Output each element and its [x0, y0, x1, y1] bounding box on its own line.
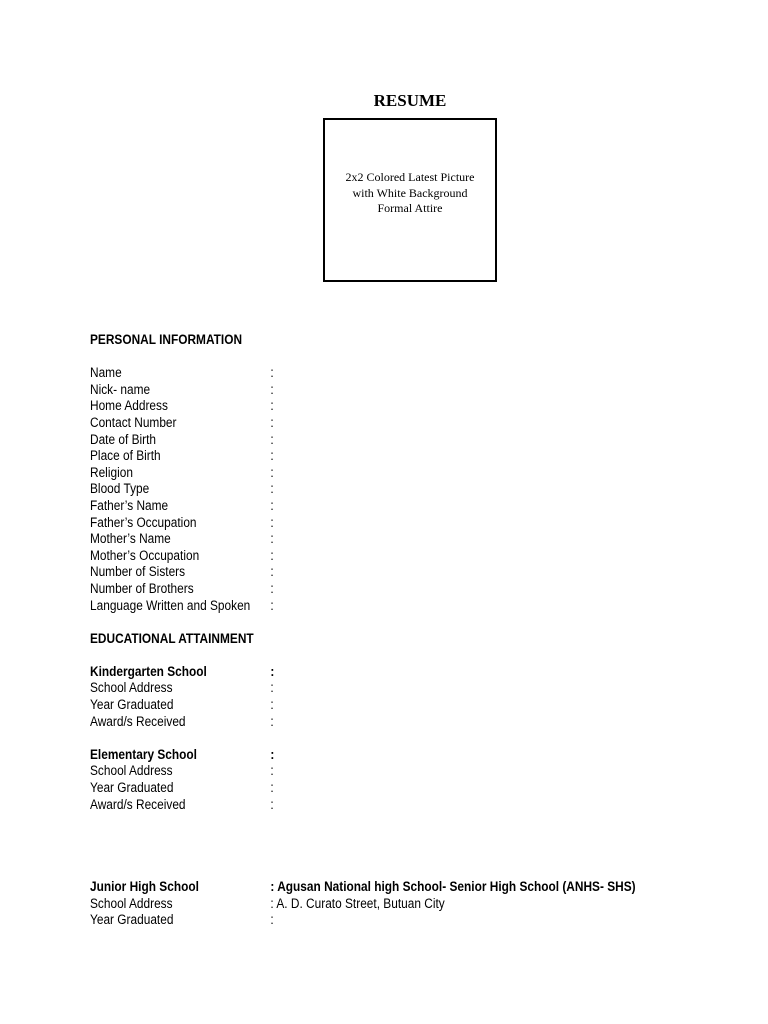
field-row	[90, 365, 653, 382]
field-label: Language Written and Spoken	[90, 597, 251, 613]
field-value: :	[270, 497, 274, 513]
field-label: Home Address	[90, 398, 168, 414]
field-label: Father’s Occupation	[90, 514, 197, 530]
educational-attainment-heading: EDUCATIONAL ATTAINMENT	[90, 630, 254, 646]
field-label: Place of Birth	[90, 448, 161, 464]
field-label: Number of Brothers	[90, 580, 194, 596]
field-row	[90, 481, 653, 498]
elementary-section	[90, 747, 653, 813]
field-row	[90, 598, 653, 615]
photo-line: with White Background	[352, 185, 468, 200]
field-row	[90, 747, 653, 764]
field-value: :	[270, 697, 274, 713]
field-row	[90, 797, 653, 814]
field-row	[90, 763, 653, 780]
field-label: Mother’s Occupation	[90, 547, 200, 563]
field-value: :	[270, 414, 274, 430]
personal-fields	[90, 365, 653, 614]
field-label: Religion	[90, 464, 133, 480]
field-value: :	[270, 580, 274, 596]
field-row	[90, 780, 653, 797]
field-row	[90, 714, 653, 731]
field-value: :	[270, 780, 274, 796]
field-row	[90, 664, 653, 681]
field-label: Award/s Received	[90, 796, 186, 812]
field-row	[90, 912, 653, 929]
field-row	[90, 465, 653, 482]
field-label: Contact Number	[90, 414, 177, 430]
photo-placeholder-box	[323, 118, 497, 282]
field-row	[90, 896, 653, 913]
field-value: : A. D. Curato Street, Butuan City	[270, 895, 445, 911]
field-row	[90, 697, 653, 714]
field-label: Name	[90, 365, 122, 381]
field-label: Year Graduated	[90, 780, 174, 796]
field-value: :	[270, 464, 274, 480]
personal-information-heading: PERSONAL INFORMATION	[90, 332, 243, 347]
field-label: School Address	[90, 680, 173, 696]
field-value: :	[270, 448, 274, 464]
field-value: :	[270, 713, 274, 729]
field-value: :	[270, 547, 274, 563]
photo-line: 2x2 Colored Latest Picture	[345, 170, 475, 184]
field-label: School Address	[90, 895, 173, 911]
field-value: :	[270, 398, 274, 414]
field-value: :	[270, 796, 274, 812]
field-value: :	[270, 746, 275, 762]
field-label: Year Graduated	[90, 697, 174, 713]
photo-line: Formal Attire	[377, 201, 443, 215]
junior-high-section	[90, 879, 653, 929]
kindergarten-section	[90, 664, 653, 730]
field-label: Number of Sisters	[90, 564, 186, 580]
field-row	[90, 432, 653, 449]
field-row	[90, 564, 653, 581]
field-row	[90, 581, 653, 598]
field-label: Junior High School	[90, 879, 199, 895]
field-label: Father’s Name	[90, 497, 169, 513]
field-row	[90, 515, 653, 532]
resume-body	[90, 332, 653, 929]
field-value: :	[270, 514, 274, 530]
photo-placeholder-text	[325, 170, 495, 217]
field-row	[90, 382, 653, 399]
field-row	[90, 879, 653, 896]
field-value: :	[270, 381, 274, 397]
field-label: Blood Type	[90, 481, 150, 497]
field-row	[90, 415, 653, 432]
field-value: :	[270, 564, 274, 580]
field-value: :	[270, 431, 274, 447]
field-row	[90, 398, 653, 415]
field-row	[90, 548, 653, 565]
field-row	[90, 448, 653, 465]
field-row	[90, 498, 653, 515]
field-value: :	[270, 763, 274, 779]
field-value: :	[270, 663, 275, 679]
field-label: Kindergarten School	[90, 663, 207, 679]
field-label: Nick- name	[90, 381, 151, 397]
field-value: : Agusan National high School- Senior High School (ANHS- SHS)	[270, 879, 636, 895]
field-value: :	[270, 481, 274, 497]
field-row	[90, 680, 653, 697]
field-value: :	[270, 531, 274, 547]
field-label: Date of Birth	[90, 431, 157, 447]
field-label: Award/s Received	[90, 713, 186, 729]
field-value: :	[270, 597, 274, 613]
field-value: :	[270, 912, 274, 928]
field-label: Year Graduated	[90, 912, 174, 928]
resume-title: RESUME	[373, 91, 447, 110]
field-value: :	[270, 680, 274, 696]
field-value: :	[270, 365, 274, 381]
field-row	[90, 531, 653, 548]
field-label: Elementary School	[90, 746, 197, 762]
field-label: Mother’s Name	[90, 531, 171, 547]
field-label: School Address	[90, 763, 173, 779]
